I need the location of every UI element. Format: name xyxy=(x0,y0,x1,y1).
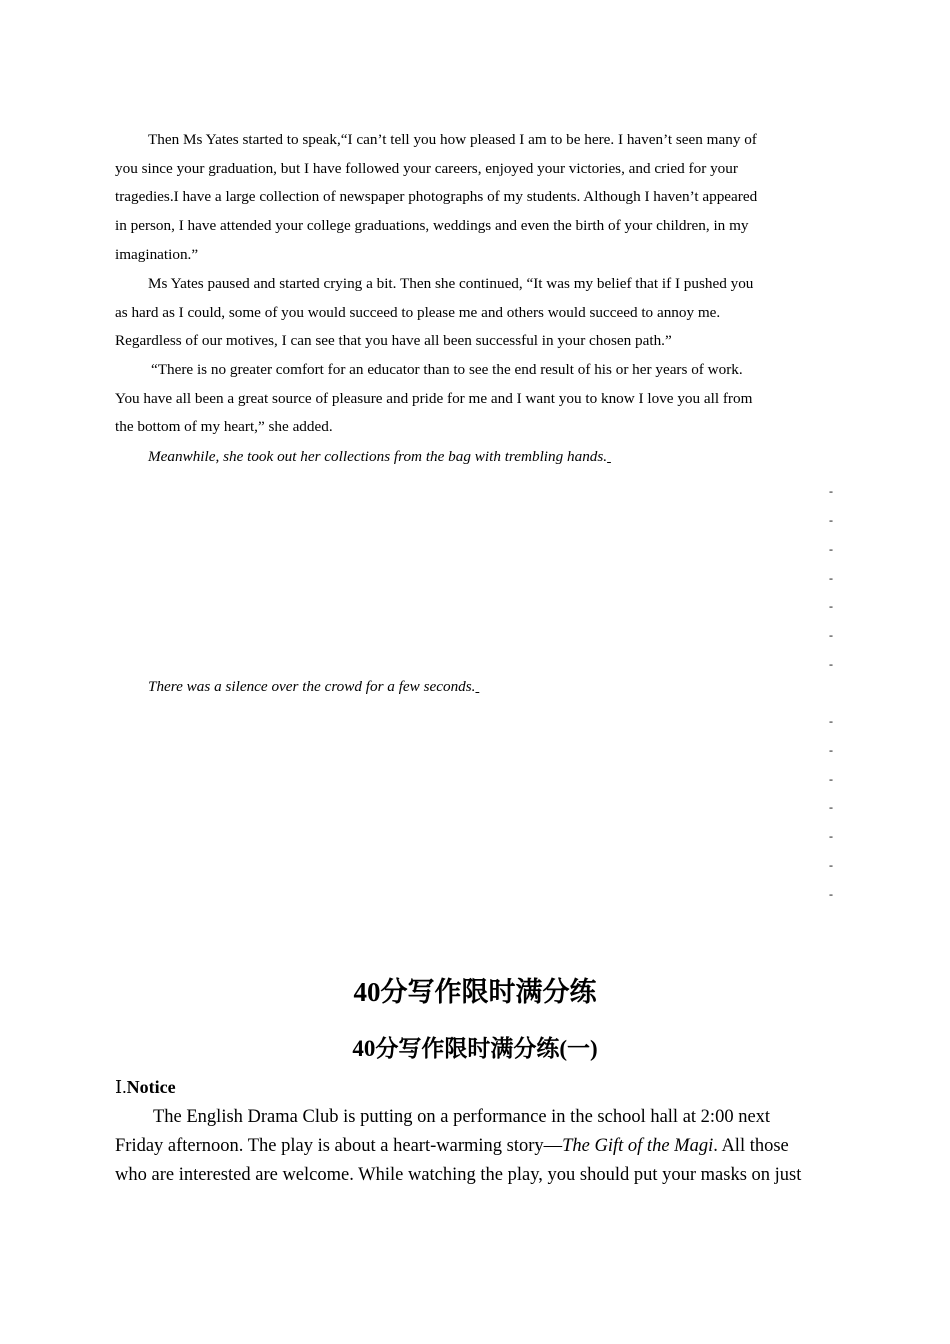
blank-line-marker: - xyxy=(829,887,833,901)
sub-heading-paren: ( xyxy=(559,1036,567,1061)
blank-line-marker: - xyxy=(829,743,833,757)
story-paragraph-1 xyxy=(115,126,830,270)
blank-line-marker: - xyxy=(829,628,833,642)
section-numeral: Ⅰ. xyxy=(115,1077,127,1097)
play-title: The Gift of the Magi xyxy=(562,1136,714,1156)
paragraph-line: the bottom of my heart,” she added. xyxy=(115,418,333,436)
prompt-underline xyxy=(475,678,479,695)
paragraph-line: You have all been a great source of pleasure and pride for me and I want you to know I love you all from xyxy=(115,389,753,407)
prompt-underline xyxy=(607,448,611,465)
continuation-prompt-1 xyxy=(148,443,611,471)
sub-heading xyxy=(0,1030,950,1063)
continuation-prompt-2 xyxy=(148,673,479,701)
blank-line-marker: - xyxy=(829,513,833,527)
paragraph-line: imagination.” xyxy=(115,245,199,263)
blank-line-marker: - xyxy=(829,829,833,843)
paragraph-line: Regardless of our motives, I can see that you have all been successful in your chosen path.” xyxy=(115,332,672,350)
section-title xyxy=(115,1077,176,1098)
story-paragraph-3 xyxy=(115,356,830,442)
section-title-text: Notice xyxy=(126,1077,176,1097)
paragraph-line: The English Drama Club is putting on a performance in the school hall at 2:00 next xyxy=(153,1107,771,1127)
blank-line-marker: - xyxy=(829,858,833,872)
paragraph-line: tragedies.I have a large collection of newspaper photographs of my students. Although I haven’t appeared xyxy=(115,188,758,206)
paragraph-line: Then Ms Yates started to speak,“I can’t tell you how pleased I am to be here. I haven’t seen many of xyxy=(148,131,757,148)
paragraph-line: Ms Yates paused and started crying a bit. Then she continued, “It was my belief that if I pushed you xyxy=(148,275,754,292)
prompt-text: Meanwhile, she took out her collections from the bag with trembling hands. xyxy=(148,448,608,465)
paragraph-line: “There is no greater comfort for an educator than to see the end result of his or her years of work. xyxy=(151,361,743,378)
blank-line-marker: - xyxy=(829,599,833,613)
sub-heading-index: 一 xyxy=(567,1036,590,1061)
prompt-text: There was a silence over the crowd for a few seconds. xyxy=(148,678,476,695)
text-run: Friday afternoon. The play is about a heart-warming story— xyxy=(115,1136,563,1156)
blank-line-marker: - xyxy=(829,542,833,556)
sub-heading-paren: ) xyxy=(590,1036,598,1061)
blank-line-marker: - xyxy=(829,571,833,585)
paragraph-line: you since your graduation, but I have followed your careers, enjoyed your victories, and cried for your xyxy=(115,159,738,177)
paragraph-line: in person, I have attended your college graduations, weddings and even the birth of your children, in my xyxy=(115,217,749,235)
blank-line-marker: - xyxy=(829,772,833,786)
main-heading: 40分写作限时满分练 xyxy=(353,977,597,1007)
sub-heading-text: 分写作限时满分练 xyxy=(375,1036,560,1061)
blank-line-marker: - xyxy=(829,657,833,671)
sub-heading-number: 40 xyxy=(352,1036,376,1061)
paragraph-line xyxy=(115,1132,830,1161)
paragraph-line: who are interested are welcome. While watching the play, you should put your masks on just xyxy=(115,1165,802,1185)
notice-paragraph xyxy=(115,1103,830,1190)
blank-line-marker: - xyxy=(829,800,833,814)
blank-line-marker: - xyxy=(829,484,833,498)
blank-line-marker: - xyxy=(829,714,833,728)
text-run: . All those xyxy=(713,1136,789,1156)
paragraph-line: as hard as I could, some of you would succeed to please me and others would succeed to annoy me. xyxy=(115,303,721,321)
story-paragraph-2 xyxy=(115,270,830,356)
